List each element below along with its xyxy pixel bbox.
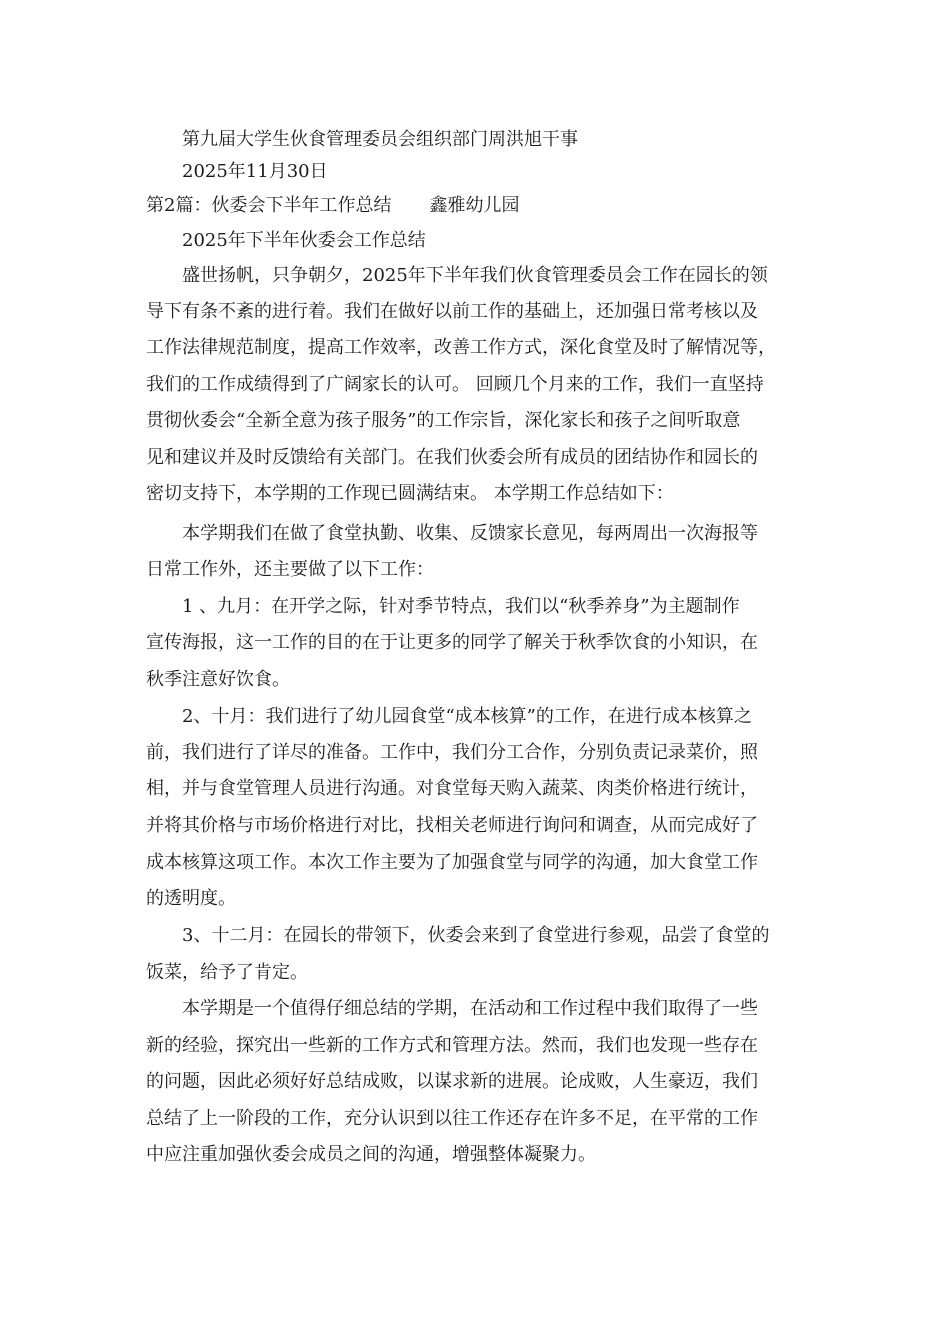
paragraph-line: 成本核算这项工作。本次工作主要为了加强食堂与同学的沟通，加大食堂工作 — [146, 852, 758, 873]
section-heading — [146, 194, 519, 218]
paragraph-line: 见和建议并及时反馈给有关部门。在我们伙委会所有成员的团结协作和园长的 — [146, 447, 758, 468]
paragraph-line: 新的经验，探究出一些新的工作方式和管理方法。然而，我们也发现一些存在 — [146, 1035, 758, 1056]
paragraph-line: 贯彻伙委会“全新全意为孩子服务”的工作宗旨，深化家长和孩子之间听取意 — [146, 410, 741, 431]
paragraph-line: 密切支持下，本学期的工作现已圆满结束。 本学期工作总结如下： — [146, 483, 674, 504]
paragraph-line: 的透明度。 — [146, 888, 236, 909]
paragraph-line: 总结了上一阶段的工作，充分认识到以往工作还存在许多不足，在平常的工作 — [146, 1108, 758, 1129]
paragraph-line: 并将其价格与市场价格进行对比，找相关老师进行询问和调查，从而完成好了 — [146, 815, 758, 836]
paragraph-line: 相，并与食堂管理人员进行沟通。对食堂每天购入蔬菜、肉类价格进行统计， — [146, 778, 758, 799]
paragraph-line: 1 、九月：在开学之际，针对季节特点，我们以“秋季养身”为主题制作 — [182, 596, 740, 617]
document-title: 2025年下半年伙委会工作总结 — [182, 230, 426, 251]
paragraph-line: 日常工作外，还主要做了以下工作： — [146, 559, 434, 580]
paragraph-line: 宣传海报，这一工作的目的在于让更多的同学了解关于秋季饮食的小知识，在 — [146, 632, 758, 653]
signature-date: 2025年11月30日 — [182, 161, 328, 182]
paragraph-line: 前，我们进行了详尽的准备。工作中，我们分工合作，分别负责记录菜价，照 — [146, 742, 758, 763]
paragraph-line: 中应注重加强伙委会成员之间的沟通，增强整体凝聚力。 — [146, 1144, 596, 1165]
paragraph-line: 盛世扬帆，只争朝夕，2025年下半年我们伙食管理委员会工作在园长的领 — [182, 265, 768, 286]
section-heading-school: 鑫雅幼儿园 — [429, 195, 520, 216]
paragraph-line: 秋季注意好饮食。 — [146, 669, 290, 690]
paragraph-line: 本学期我们在做了食堂执勤、收集、反馈家长意见，每两周出一次海报等 — [182, 523, 758, 544]
paragraph-line: 饭菜，给予了肯定。 — [146, 962, 308, 983]
section-heading-title: 第2篇：伙委会下半年工作总结 — [146, 195, 392, 216]
paragraph-line: 的问题，因此必须好好总结成败，以谋求新的进展。论成败，人生豪迈，我们 — [146, 1071, 758, 1092]
paragraph-line: 工作法律规范制度，提高工作效率，改善工作方式，深化食堂及时了解情况等， — [146, 337, 776, 358]
paragraph-line: 2、十月：我们进行了幼儿园食堂“成本核算”的工作，在进行成本核算之 — [182, 706, 752, 727]
paragraph-line: 本学期是一个值得仔细总结的学期，在活动和工作过程中我们取得了一些 — [182, 998, 758, 1019]
paragraph-line: 导下有条不紊的进行着。我们在做好以前工作的基础上，还加强日常考核以及 — [146, 301, 758, 322]
paragraph-line: 我们的工作成绩得到了广阔家长的认可。 回顾几个月来的工作，我们一直坚持 — [146, 374, 764, 395]
paragraph-line: 3、十二月：在园长的带领下，伙委会来到了食堂进行参观，品尝了食堂的 — [182, 925, 770, 946]
signature-org-line: 第九届大学生伙食管理委员会组织部门周洪旭干事 — [182, 129, 578, 150]
